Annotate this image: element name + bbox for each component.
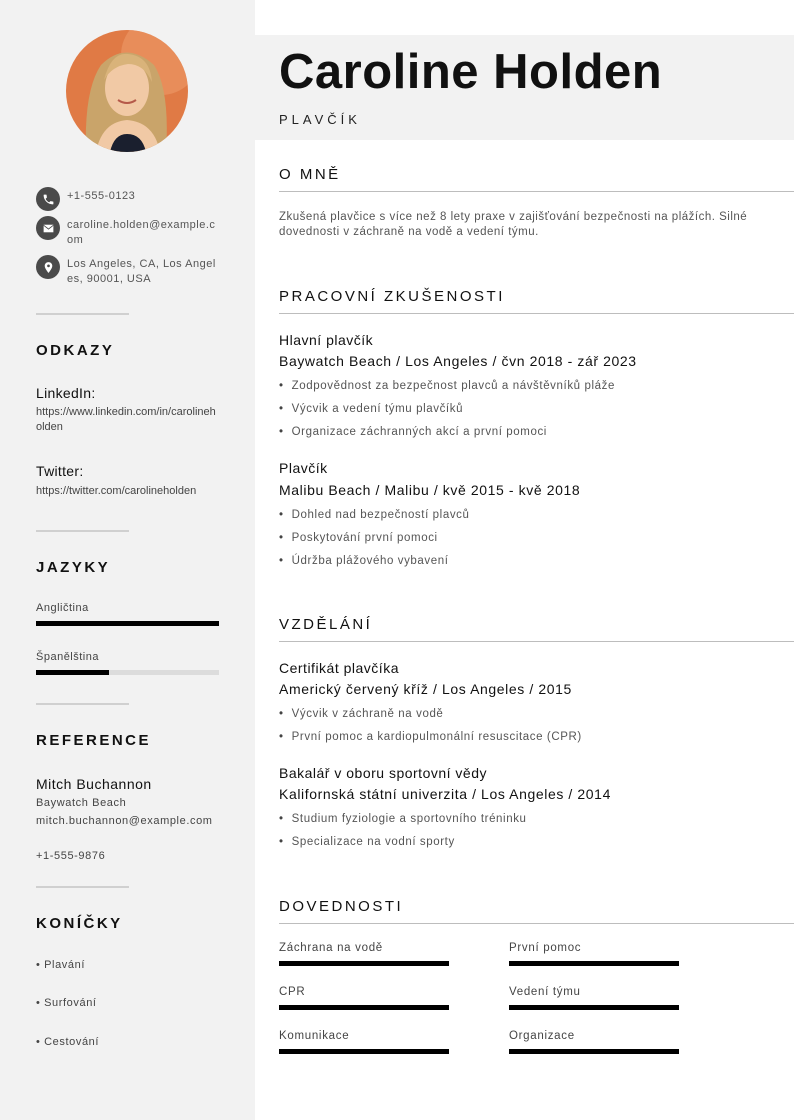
hobbies-heading: KONÍČKY xyxy=(36,915,123,932)
job-title: Hlavní plavčík xyxy=(279,332,374,348)
divider xyxy=(36,530,129,532)
phone-icon xyxy=(36,187,60,211)
job-bullet: • Údržba plážového vybavení xyxy=(279,555,449,567)
sidebar xyxy=(0,0,255,1120)
education-bullet: • První pomoc a kardiopulmonální resuscitace (CPR) xyxy=(279,731,582,743)
skill-level-bar xyxy=(279,1049,449,1054)
language-level-bar xyxy=(36,621,219,626)
skill-name: Vedení týmu xyxy=(509,986,581,998)
contact-phone xyxy=(36,187,217,211)
skill-level-bar xyxy=(509,1005,679,1010)
education-bullet: • Specializace na vodní sporty xyxy=(279,836,455,848)
section-divider xyxy=(279,191,794,192)
linkedin-label: LinkedIn: xyxy=(36,385,96,401)
divider xyxy=(36,703,129,705)
education-title: Certifikát plavčíka xyxy=(279,660,399,676)
divider xyxy=(36,313,129,315)
skill-name: Organizace xyxy=(509,1030,575,1042)
skill-level-bar xyxy=(279,1005,449,1010)
experience-heading: PRACOVNÍ ZKUŠENOSTI xyxy=(279,288,505,305)
twitter-label: Twitter: xyxy=(36,463,84,479)
portrait-photo xyxy=(66,30,188,152)
section-divider xyxy=(279,641,794,642)
avatar xyxy=(66,30,188,152)
hobby-item: • Cestování xyxy=(36,1036,100,1048)
section-divider xyxy=(279,923,794,924)
hobby-label: Cestování xyxy=(44,1036,100,1048)
skill-name: CPR xyxy=(279,986,306,998)
about-text: Zkušená plavčice s více než 8 lety praxe v zajišťování bezpečnosti na plážích. Silné dovednosti v záchraně na vodě a vedení týmu. xyxy=(279,211,748,238)
linkedin-link[interactable]: https://www.linkedin.com/in/carolineholden xyxy=(36,406,216,433)
contact-email xyxy=(36,216,217,248)
skill-level-bar xyxy=(509,961,679,966)
education-subtitle: Americký červený kříž / Los Angeles / 2015 xyxy=(279,681,572,697)
about-heading: O MNĚ xyxy=(279,166,341,183)
twitter-link[interactable]: https://twitter.com/carolineholden xyxy=(36,485,197,497)
hobby-item: • Plavání xyxy=(36,959,85,971)
job-title: Plavčík xyxy=(279,460,328,476)
education-heading: VZDĚLÁNÍ xyxy=(279,616,373,633)
education-subtitle: Kalifornská státní univerzita / Los Angeles / 2014 xyxy=(279,786,611,802)
language-name: Španělština xyxy=(36,651,99,663)
envelope-icon xyxy=(36,216,60,240)
education-title: Bakalář v oboru sportovní vědy xyxy=(279,765,487,781)
reference-email[interactable]: mitch.buchannon@example.com xyxy=(36,815,213,827)
education-bullet: • Studium fyziologie a sportovního tréninku xyxy=(279,813,527,825)
candidate-title: PLAVČÍK xyxy=(279,112,361,127)
reference-company: Baywatch Beach xyxy=(36,797,127,809)
languages-heading: JAZYKY xyxy=(36,559,111,576)
email-text[interactable]: caroline.holden@example.com xyxy=(67,219,216,246)
language-level-fill xyxy=(36,670,109,675)
reference-name: Mitch Buchannon xyxy=(36,776,152,792)
job-bullet: • Organizace záchranných akcí a první pomoci xyxy=(279,426,547,438)
job-bullet: • Dohled nad bezpečností plavců xyxy=(279,509,470,521)
hobby-label: Surfování xyxy=(44,997,97,1009)
main-content xyxy=(255,0,794,1120)
job-bullet: • Výcvik a vedení týmu plavčíků xyxy=(279,403,463,415)
candidate-name: Caroline Holden xyxy=(279,45,663,99)
skill-name: Komunikace xyxy=(279,1030,350,1042)
divider xyxy=(36,886,129,888)
links-heading: ODKAZY xyxy=(36,342,115,359)
contact-address xyxy=(36,255,217,287)
language-level-bar xyxy=(36,670,219,675)
skills-heading: DOVEDNOSTI xyxy=(279,898,404,915)
education-bullet: • Výcvik v záchraně na vodě xyxy=(279,708,443,720)
reference-phone: +1-555-9876 xyxy=(36,850,106,862)
language-name: Angličtina xyxy=(36,602,89,614)
hobby-label: Plavání xyxy=(44,959,85,971)
job-subtitle: Baywatch Beach / Los Angeles / čvn 2018 - zář 2023 xyxy=(279,353,637,369)
job-bullet: • Poskytování první pomoci xyxy=(279,532,438,544)
reference-heading: REFERENCE xyxy=(36,732,152,749)
address-text: Los Angeles, CA, Los Angeles, 90001, USA xyxy=(67,258,216,285)
skill-name: Záchrana na vodě xyxy=(279,942,383,954)
section-divider xyxy=(279,313,794,314)
skill-level-bar xyxy=(509,1049,679,1054)
language-level-fill xyxy=(36,621,219,626)
skill-level-bar xyxy=(279,961,449,966)
job-subtitle: Malibu Beach / Malibu / kvě 2015 - kvě 2018 xyxy=(279,482,581,498)
phone-text: +1-555-0123 xyxy=(67,190,136,202)
location-pin-icon xyxy=(36,255,60,279)
hobby-item: • Surfování xyxy=(36,997,97,1009)
skill-name: První pomoc xyxy=(509,942,582,954)
job-bullet: • Zodpovědnost za bezpečnost plavců a návštěvníků pláže xyxy=(279,380,615,392)
